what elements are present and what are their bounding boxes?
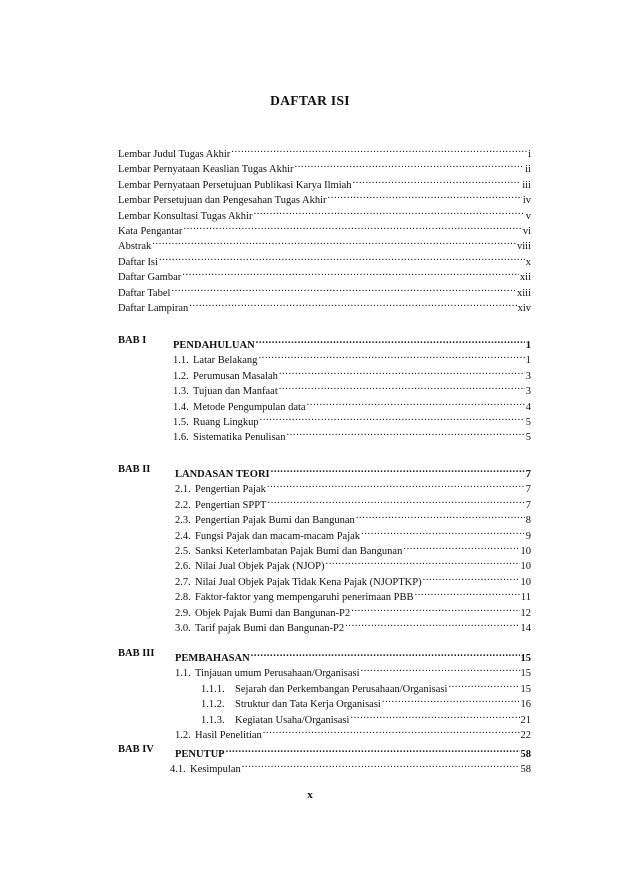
toc-entry-page: 11: [520, 592, 531, 604]
toc-chapter-title[interactable]: [175, 742, 531, 760]
toc-section-item[interactable]: [175, 539, 531, 557]
toc-entry-title: PENDAHULUAN: [173, 340, 255, 351]
dot-leader: [423, 570, 520, 585]
dot-leader: [361, 524, 525, 539]
toc-entry-number: 2.4.: [175, 530, 191, 542]
toc-entry-number: 1.5.: [173, 417, 189, 428]
toc-front-matter-item[interactable]: [118, 250, 531, 268]
page-title: DAFTAR ISI: [270, 93, 350, 108]
toc-front-matter-item[interactable]: [118, 142, 531, 160]
toc-entry-page: iii: [522, 179, 531, 191]
toc-section-item[interactable]: [175, 661, 531, 680]
toc-entry-title: Fungsi Pajak dan macam-macam Pajak: [195, 530, 361, 542]
toc-section-item[interactable]: [175, 616, 531, 634]
chapter-label: BAB II: [118, 464, 151, 475]
toc-front-matter-item[interactable]: [118, 265, 531, 284]
toc-entry-number: 2.3.: [175, 515, 191, 527]
toc-entry-number: 1.1.3.: [201, 714, 225, 726]
toc-entry-page: 10: [520, 561, 531, 573]
toc-entry-number: 3.0.: [175, 623, 191, 634]
dot-leader: [356, 508, 525, 523]
toc-entry-page: 10: [520, 546, 531, 557]
toc-front-matter-item[interactable]: [118, 157, 531, 176]
toc-section-item[interactable]: [175, 570, 531, 588]
toc-entry-number: 4.1.: [170, 764, 186, 776]
toc-entry-page: 15: [520, 653, 531, 664]
dot-leader: [351, 601, 519, 616]
toc-entry-title: PEMBAHASAN: [175, 653, 250, 664]
toc-front-matter-item[interactable]: [118, 234, 531, 253]
toc-entry-page: xiii: [516, 287, 531, 299]
toc-entry-page: 21: [520, 714, 531, 726]
toc-entry-number: 2.8.: [175, 592, 191, 604]
dot-leader: [279, 364, 525, 379]
dot-leader: [159, 250, 525, 265]
toc-section-item[interactable]: [175, 524, 531, 542]
page-number: x: [307, 789, 313, 801]
toc-entry-title: Lembar Pernyataan Keaslian Tugas Akhir: [118, 164, 294, 176]
toc-entry-page: 5: [525, 417, 531, 428]
toc-entry-page: xiv: [517, 303, 531, 314]
dot-leader: [345, 616, 519, 631]
toc-entry-page: 12: [520, 607, 531, 619]
toc-entry-page: v: [525, 210, 531, 222]
dot-leader: [307, 395, 525, 410]
dot-leader: [353, 173, 522, 188]
toc-entry-number: 2.7.: [175, 576, 191, 588]
toc-section-item[interactable]: [173, 379, 531, 398]
dot-leader: [279, 379, 525, 394]
toc-entry-page: 15: [520, 683, 531, 695]
toc-entry-title: Lembar Konsultasi Tugas Akhir: [118, 210, 253, 222]
toc-section-item[interactable]: [173, 425, 531, 444]
toc-entry-number: 1.1.: [173, 355, 189, 367]
toc-section-item[interactable]: [173, 348, 531, 367]
toc-entry-title: Daftar Gambar: [118, 272, 182, 284]
toc-entry-page: 14: [520, 623, 531, 634]
toc-entry-title: Perumusan Masalah: [193, 370, 278, 382]
toc-section-item[interactable]: [175, 493, 531, 511]
toc-chapter-title[interactable]: [175, 646, 531, 664]
toc-entry-title: Tarif pajak Bumi dan Bangunan-P2: [195, 623, 345, 634]
toc-entry-title: Nilai Jual Objek Pajak (NJOP): [195, 561, 325, 573]
toc-entry-title: PENUTUP: [175, 749, 225, 760]
toc-entry-title: Tinjauan umum Perusahaan/Organisasi: [195, 668, 360, 680]
toc-section-item[interactable]: [175, 477, 531, 496]
toc-entry-number: 1.1.1.: [201, 683, 225, 695]
toc-entry-page: 10: [520, 576, 531, 588]
toc-front-matter-item[interactable]: [118, 188, 531, 207]
dot-leader: [256, 333, 525, 348]
toc-front-matter-item[interactable]: [118, 296, 531, 314]
dot-leader: [183, 219, 521, 234]
toc-entry-title: Ruang Lingkup: [193, 417, 259, 428]
toc-front-matter-item[interactable]: [118, 204, 531, 222]
toc-entry-page: 58: [520, 749, 531, 760]
toc-chapter-title[interactable]: [175, 462, 531, 480]
dot-leader: [253, 204, 524, 219]
dot-leader: [414, 585, 519, 600]
toc-entry-page: viii: [516, 241, 531, 253]
dot-leader: [360, 661, 519, 676]
toc-entry-title: Sanksi Keterlambatan Pajak Bumi dan Bangunan: [195, 546, 403, 557]
toc-section-item[interactable]: [173, 364, 531, 382]
toc-entry-page: vi: [522, 226, 531, 237]
dot-leader: [171, 281, 516, 296]
dot-leader: [267, 493, 524, 508]
chapter-label: BAB III: [118, 648, 155, 659]
toc-section-item[interactable]: [201, 677, 531, 695]
dot-leader: [260, 410, 525, 425]
toc-entry-number: 1.1.: [175, 668, 191, 680]
toc-entry-page: 1: [525, 340, 531, 351]
toc-entry-page: 58: [520, 764, 531, 776]
toc-entry-title: Kegiatan Usaha/Organisasi: [235, 714, 350, 726]
toc-entry-number: 1.1.2.: [201, 699, 225, 711]
toc-entry-number: 2.9.: [175, 607, 191, 619]
toc-section-item[interactable]: [175, 585, 531, 604]
dot-leader: [251, 646, 520, 661]
chapter-label: BAB IV: [118, 744, 154, 755]
toc-entry-page: x: [525, 256, 531, 268]
dot-leader: [231, 142, 527, 157]
toc-entry-title: Hasil Penelitian: [195, 730, 262, 741]
toc-entry-title: Daftar Isi: [118, 256, 158, 268]
toc-entry-title: Pengertian Pajak Bumi dan Bangunan: [195, 515, 355, 527]
toc-entry-page: 16: [520, 699, 531, 711]
toc-entry-page: iv: [522, 195, 531, 207]
toc-entry-title: Nilai Jual Objek Pajak Tidak Kena Pajak (NJOPTKP): [195, 576, 422, 588]
toc-entry-page: 3: [525, 386, 531, 398]
toc-entry-number: 1.6.: [173, 432, 189, 444]
dot-leader: [325, 554, 519, 569]
toc-entry-number: 1.2.: [173, 370, 189, 382]
toc-entry-page: ii: [525, 164, 531, 176]
dot-leader: [182, 265, 519, 280]
toc-entry-title: Abstrak: [118, 241, 152, 253]
toc-entry-title: Metode Pengumpulan data: [193, 401, 306, 413]
toc-entry-number: 2.2.: [175, 499, 191, 511]
toc-section-item[interactable]: [170, 757, 531, 776]
toc-entry-page: 1: [525, 355, 531, 367]
toc-entry-number: 1.4.: [173, 401, 189, 413]
toc-entry-title: Kesimpulan: [190, 764, 241, 776]
toc-front-matter-item[interactable]: [118, 173, 531, 191]
toc-entry-title: Faktor-faktor yang mempengaruhi penerimaan PBB: [195, 592, 414, 604]
toc-entry-title: Kata Pengantar: [118, 226, 183, 237]
toc-entry-title: Lembar Persetujuan dan Pengesahan Tugas Akhir: [118, 195, 327, 207]
toc-entry-title: Sistematika Penulisan: [193, 432, 286, 444]
toc-entry-page: 9: [525, 530, 531, 542]
toc-entry-title: Tujuan dan Manfaat: [193, 386, 278, 398]
toc-entry-page: xii: [519, 272, 531, 284]
toc-entry-page: 15: [520, 668, 531, 680]
toc-entry-number: 2.6.: [175, 561, 191, 573]
toc-chapter-title[interactable]: [173, 333, 531, 351]
dot-leader: [382, 692, 520, 707]
toc-section-item[interactable]: [173, 410, 531, 428]
dot-leader: [258, 348, 524, 363]
toc-entry-title: Sejarah dan Perkembangan Perusahaan/Organisasi: [235, 683, 448, 695]
dot-leader: [263, 723, 520, 738]
toc-entry-title: Daftar Tabel: [118, 287, 171, 299]
dot-leader: [152, 234, 516, 249]
dot-leader: [328, 188, 522, 203]
dot-leader: [226, 742, 520, 757]
toc-section-item[interactable]: [201, 708, 531, 726]
toc-entry-page: 22: [520, 730, 531, 741]
toc-section-item[interactable]: [175, 601, 531, 619]
dot-leader: [271, 462, 525, 477]
toc-section-item[interactable]: [175, 508, 531, 527]
dot-leader: [403, 539, 519, 554]
dot-leader: [350, 708, 519, 723]
dot-leader: [242, 757, 520, 772]
toc-entry-number: 1.3.: [173, 386, 189, 398]
chapter-label: BAB I: [118, 335, 147, 346]
dot-leader: [189, 296, 516, 311]
toc-entry-title: Lembar Pernyataan Persetujuan Publikasi Karya Ilmiah: [118, 179, 352, 191]
dot-leader: [267, 477, 525, 492]
toc-entry-title: Lembar Judul Tugas Akhir: [118, 149, 231, 160]
toc-section-item[interactable]: [175, 723, 531, 741]
toc-entry-page: 4: [525, 401, 531, 413]
toc-entry-title: Objek Pajak Bumi dan Bangunan-P2: [195, 607, 351, 619]
toc-front-matter-item[interactable]: [118, 281, 531, 299]
toc-entry-page: 7: [525, 469, 531, 480]
toc-entry-title: Pengertian Pajak: [195, 484, 266, 496]
toc-section-item[interactable]: [201, 692, 531, 711]
toc-entry-title: LANDASAN TEORI: [175, 469, 270, 480]
toc-front-matter-item[interactable]: [118, 219, 531, 237]
toc-entry-title: Latar Belakang: [193, 355, 258, 367]
dot-leader: [448, 677, 519, 692]
toc-entry-title: Daftar Lampiran: [118, 303, 189, 314]
toc-section-item[interactable]: [175, 554, 531, 573]
toc-entry-number: 2.5.: [175, 546, 191, 557]
toc-entry-number: 2.1.: [175, 484, 191, 496]
toc-entry-page: 3: [525, 370, 531, 382]
toc-entry-page: 7: [525, 499, 531, 511]
toc-entry-page: 8: [525, 515, 531, 527]
toc-entry-page: 7: [525, 484, 531, 496]
toc-entry-page: i: [528, 149, 531, 160]
dot-leader: [286, 425, 524, 440]
toc-entry-title: Pengertian SPPT: [195, 499, 267, 511]
dot-leader: [295, 157, 525, 172]
toc-entry-number: 1.2.: [175, 730, 191, 741]
toc-section-item[interactable]: [173, 395, 531, 413]
toc-entry-title: Struktur dan Tata Kerja Organisasi: [235, 699, 381, 711]
toc-entry-page: 5: [525, 432, 531, 444]
